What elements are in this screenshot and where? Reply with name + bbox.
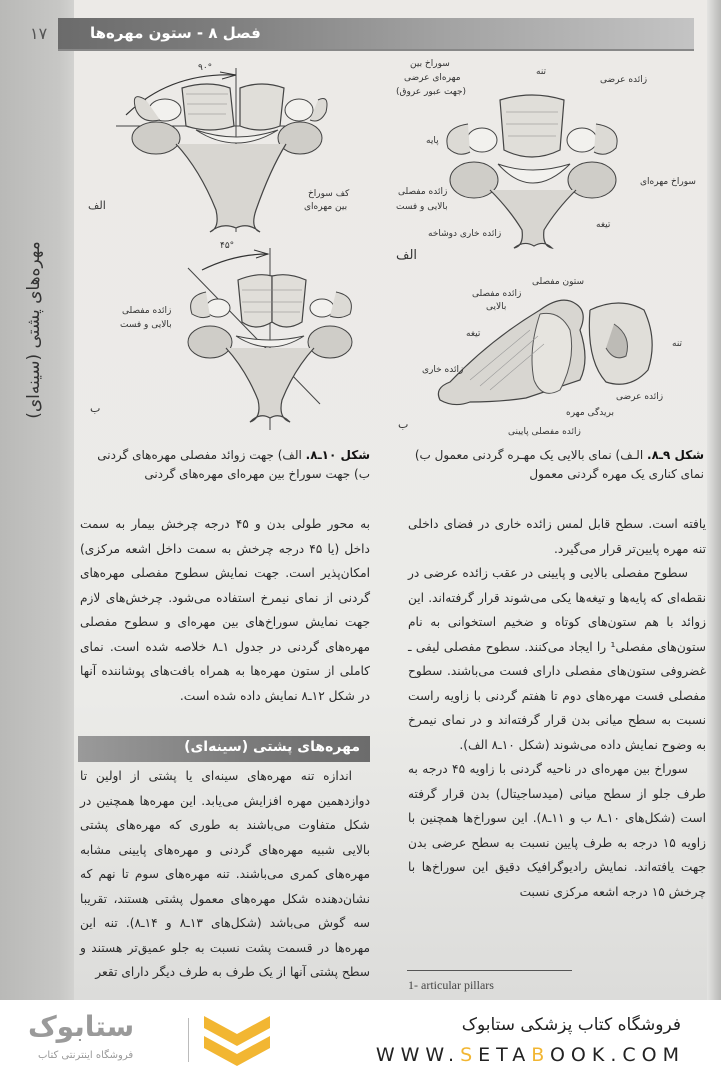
label-pedicle: پایه [426,136,439,146]
figure-8-9-a-letter: الف [396,248,418,263]
label-superior-articular-b-2: بالایی [486,302,507,312]
angle-label-90: ۹۰° [198,63,213,73]
url-part-accent: S [460,1044,479,1066]
label-body-b: تنه [672,339,683,349]
store-url[interactable] [376,1044,685,1066]
paragraph: اندازه تنه مهره‌های سینه‌ای یا پشتی از اولین تا دوازدهمین مهره افزایش می‌یابد. این مهره‌ها همچنین در شکل متفاوت می‌باشند به طوری که مهره‌های پشتی بالایی شبیه مهره‌های گردنی و مهره‌های پایینی مشابه مهره‌های کمری می‌باشند. تنه مهره‌های سوم تا نهم که نشان‌دهنده شکل مهره‌های معمول پشتی هستند، تقریبا سه گوش می‌باشد (شکل‌های ۱۳ـ۸ و ۱۴ـ۸). تنه این مهره‌ها در قسمت پشت نسبت به جلو عمیق‌تر هستند و سطح پشتی آنها از یک طرف به طرف دیگر دارای تقعر [80,769,370,979]
label-lamina: تیغه [596,220,611,230]
label-foramen-floor-line2: بین مهره‌ای [304,202,348,212]
figure-8-10-caption [78,446,370,483]
figure-8-10-a [90,60,350,240]
figure-8-10-a-letter: الف [88,199,106,212]
url-part: WWW. [375,1044,461,1066]
side-section-tab [14,230,54,430]
cervical-vertebra-superior-90deg-illustration [90,60,330,240]
url-part: OOK.COM [549,1044,685,1066]
figure-8-10-b [180,240,380,430]
label-superior-articular-line1: زائده مفصلی [122,306,172,316]
angle-label-45: ۴۵° [220,241,235,251]
url-part: ETA [478,1044,532,1066]
page-number: ۱۷ [30,24,48,43]
side-tab-label: مهره‌های پشتی (سینه‌ای) [24,241,45,419]
label-body: تنه [536,67,547,77]
label-articular-pillar: ستون مفصلی [532,277,585,287]
page-edge [707,0,721,1000]
label-vertebral-foramen: سوراخ مهره‌ای [640,177,696,187]
label-transverse-process-b: زائده عرضی [616,392,664,402]
url-part-accent: B [531,1044,550,1066]
right-column-text [408,512,706,904]
chevron-logo-icon [200,1012,275,1070]
label-vertebral-notch: بریدگی مهره [566,408,614,418]
chapter-title: فصل ۸ - ستون مهره‌ها [90,24,261,42]
left-column-text [80,512,370,708]
label-lamina-b: تیغه [466,329,481,339]
store-logo-wordmark: ستابوک [28,1010,135,1043]
label-bifid-spinous: زائده خاری دوشاخه [428,229,502,239]
left-column-text-2 [80,764,370,985]
figure-8-10-caption-number: شکل ۱۰ـ۸. [305,448,370,462]
footnote-divider [407,970,572,971]
section-heading: مهره‌های پشتی (سینه‌ای) [78,736,370,762]
label-superior-articular-line2: بالایی و فست [120,320,172,330]
paragraph: یافته است. سطح قابل لمس زائده خاری در فضای داخلی تنه مهره پایین‌تر قرار می‌گیرد. [408,517,706,556]
paragraph: به محور طولی بدن و ۴۵ درجه چرخش بیمار به سمت داخل (یا ۴۵ درجه چرخش به سمت داخل اشعه مرکزی) امکان‌پذیر است. جهت نمایش سطوح مفصلی مهره‌های گردنی از نمای نیمرخ استفاده می‌شود. چرخش‌های لازم جهت نمایش سوراخ‌های بین مهره‌ای و سطوح مفصلی مهره‌های گردنی در جدول ۱ـ۸ خلاصه شده است. نمای کاملی از ستون مهره‌ها به همراه بافت‌های پوشاننده آنها در شکل ۱۲ـ۸ نمایش داده شده است. [80,517,370,703]
figure-8-9-caption-text: الـف) نمای بالایی یک مهـره گردنی معمول ب) نمای کناری یک مهره گردنی معمول [414,448,704,481]
store-logo-subtitle: فروشگاه اینترنتی کتاب [38,1050,134,1061]
cervical-vertebra-45deg-foramen-illustration [180,240,380,430]
figure-8-10-caption-text: الف) جهت زوائد مفصلی مهره‌های گردنی ب) جهت سوراخ بین مهره‌ای مهره‌های گردنی [97,448,370,481]
label-spinous-process: زائده خاری [422,365,464,375]
label-transverse-foramen-2: مهره‌ای عرضی [404,73,461,83]
paragraph: سطوح مفصلی بالایی و پایینی در عقب زائده عرضی در نقطه‌ای که پایه‌ها و تیغه‌ها یکی می‌شوند قرار گرفته‌اند. این زوائد با هم ستون‌های کوتاه و ضخیم استخوانی به نام ستون‌های مفصلی¹ را ایجاد می‌کنند. سطوح مفصلی لیفی ـ غضروفی ستون‌های مفصلی دارای فست می‌باشند. سطوح مفصلی فست مهره‌های دوم تا هفتم گردنی با زاویه راست نسبت به سطح میانی بدن قرار گرفته‌اند و در نمای نیمرخ به وضوح نمایش داده می‌شوند (شکل ۱۰ـ۸ الف). [408,566,706,752]
label-superior-articular-a-1: زائده مفصلی [398,187,448,197]
figure-8-9-caption [394,446,704,483]
store-name: فروشگاه کتاب پزشکی ستابوک [461,1015,681,1035]
label-superior-articular-a-2: بالایی و فست [396,202,448,212]
label-foramen-floor-line1: کف سوراخ [308,189,350,199]
label-inferior-articular: زائده مفصلی پایینی [508,427,581,437]
logo-divider [188,1018,189,1062]
figure-8-9-b-letter: ب [398,418,409,431]
label-superior-articular-b-1: زائده مفصلی [472,289,522,299]
label-transverse-process: زائده عرضی [600,75,648,85]
store-banner [0,1000,721,1080]
figure-8-9-caption-number: شکل ۹ـ۸. [647,448,704,462]
figure-8-10-b-letter: ب [90,402,101,415]
footnote: 1- articular pillars [408,978,494,992]
label-transverse-foramen-3: (جهت عبور عروق) [396,87,467,97]
book-gutter-shadow [0,0,74,1000]
label-transverse-foramen-1: سوراخ بین [410,59,450,69]
paragraph: سوراخ بین مهره‌ای در ناحیه گردنی با زاویه ۴۵ درجه به طرف جلو از سطح میانی (میدساجیتال) بدن قرار گرفته است (شکل‌های ۱۰ـ۸ ب و ۱۱ـ۸). این سوراخ‌ها همچنین با زاویه ۱۵ درجه به طرف پایین نسبت به سطح عرضی بدن جهت یافته‌اند. نمایش رادیوگرافیک دقیق این سوراخ‌ها با چرخش ۱۵ درجه اشعه مرکزی نسبت [408,762,707,899]
